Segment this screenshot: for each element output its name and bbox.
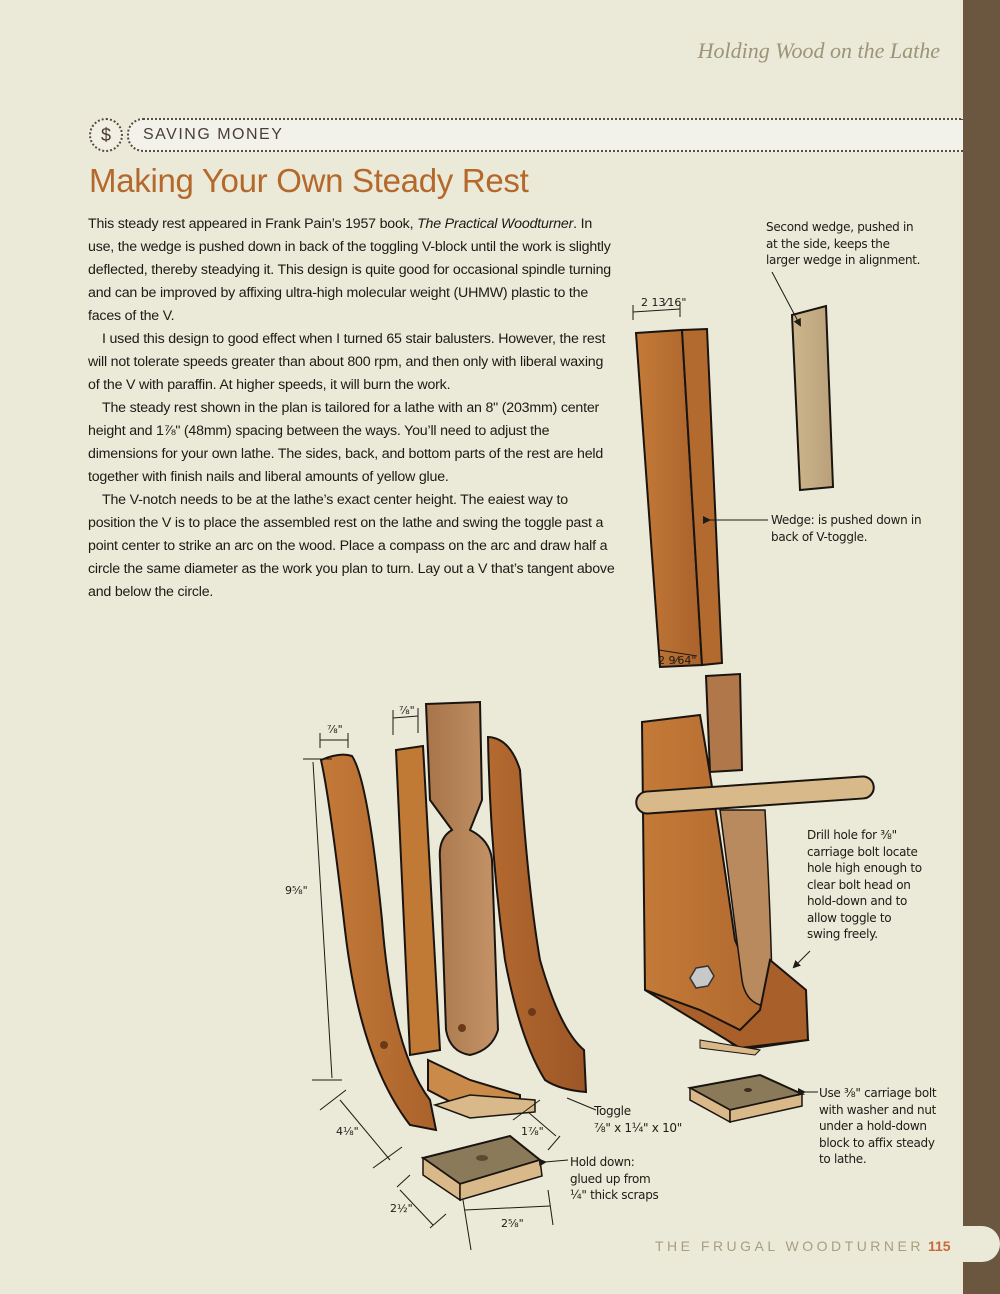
exploded-assembly xyxy=(303,702,596,1168)
caption-toggle-title: Toggle xyxy=(594,1104,631,1118)
caption-hold-down: Hold down: glued up from ¼" thick scraps xyxy=(570,1155,659,1202)
dim-hold-down-width: 2⅝" xyxy=(501,1217,524,1230)
dim-base-width: 1⅞" xyxy=(521,1125,544,1138)
paragraph-2: I used this design to good effect when I turned 65 stair balusters. However, the rest will not tolerate speeds greater than about 800 rpm, and then only with liberal waxing of the V with paraffin. At higher speeds, it will burn the work. xyxy=(88,331,606,393)
dim-side-height: 9⅝" xyxy=(285,884,308,897)
dim-hold-down-depth: 2½" xyxy=(390,1202,413,1215)
dim-wedge-top: 2 13⁄16" xyxy=(641,296,687,309)
hold-down-block xyxy=(397,1136,568,1250)
book-title: The Practical Woodturner xyxy=(417,216,574,232)
dim-side-thickness: ⅞" xyxy=(327,723,343,736)
second-wedge xyxy=(772,272,833,490)
footer xyxy=(655,1238,951,1254)
caption-second-wedge: Second wedge, pushed in at the side, keeps the larger wedge in alignment. xyxy=(766,220,921,267)
dim-side-depth: 4⅛" xyxy=(336,1125,359,1138)
caption-drill-hole: Drill hole for ⅜" carriage bolt locate hole high enough to clear bolt head on hold-down and to allow toggle to swing freely. xyxy=(807,828,922,941)
footer-book-title: THE FRUGAL WOODTURNER xyxy=(655,1238,924,1254)
dim-wedge-bottom: 2 9⁄64" xyxy=(658,654,697,667)
running-head: Holding Wood on the Lathe xyxy=(697,38,940,63)
page-number: 115 xyxy=(927,1238,951,1254)
caption-wedge: Wedge: is pushed down in back of V-toggle. xyxy=(771,513,922,544)
paragraph-4: The V-notch needs to be at the lathe’s exact center height. The eaiest way to position the V is to place the assembled rest on the lathe and swing the toggle past a point center to strike an arc on the wood. Place a compass on the arc and draw half a circle the same diameter as the work you plan to turn. Lay out a V that’s tangent above and below the circle. xyxy=(88,492,615,600)
paragraph-3: The steady rest shown in the plan is tailored for a lathe with an 8" (203mm) center height and 1⅞" (48mm) spacing between the ways. You’ll need to adjust the dimensions for your own lathe. The sides, back, and bottom parts of the rest are held together with finish nails and liberal amounts of yellow glue. xyxy=(88,400,604,485)
large-wedge xyxy=(633,302,768,667)
footer-tab xyxy=(946,1226,1000,1262)
dim-back-thickness: ⅞" xyxy=(399,704,415,717)
paragraph-1: This steady rest appeared in Frank Pain’s 1957 book, The Practical Woodturner. In use, the wedge is pushed down in back of the toggling V-block until the work is slightly deflected, thereby steadying it. This design is quite good for occasional spindle turning and can be improved by affixing ultra-high molecular weight (UHMW) plastic to the faces of the V. xyxy=(88,216,611,324)
caption-toggle-dims: ⅞" x 1¼" x 10" xyxy=(594,1121,682,1135)
dollar-icon: $ xyxy=(89,118,123,152)
caption-carriage-bolt: Use ⅜" carriage bolt with washer and nut under a hold-down block to affix steady to lathe. xyxy=(819,1086,937,1166)
page-title: Making Your Own Steady Rest xyxy=(89,162,529,199)
section-label: SAVING MONEY xyxy=(127,118,963,152)
